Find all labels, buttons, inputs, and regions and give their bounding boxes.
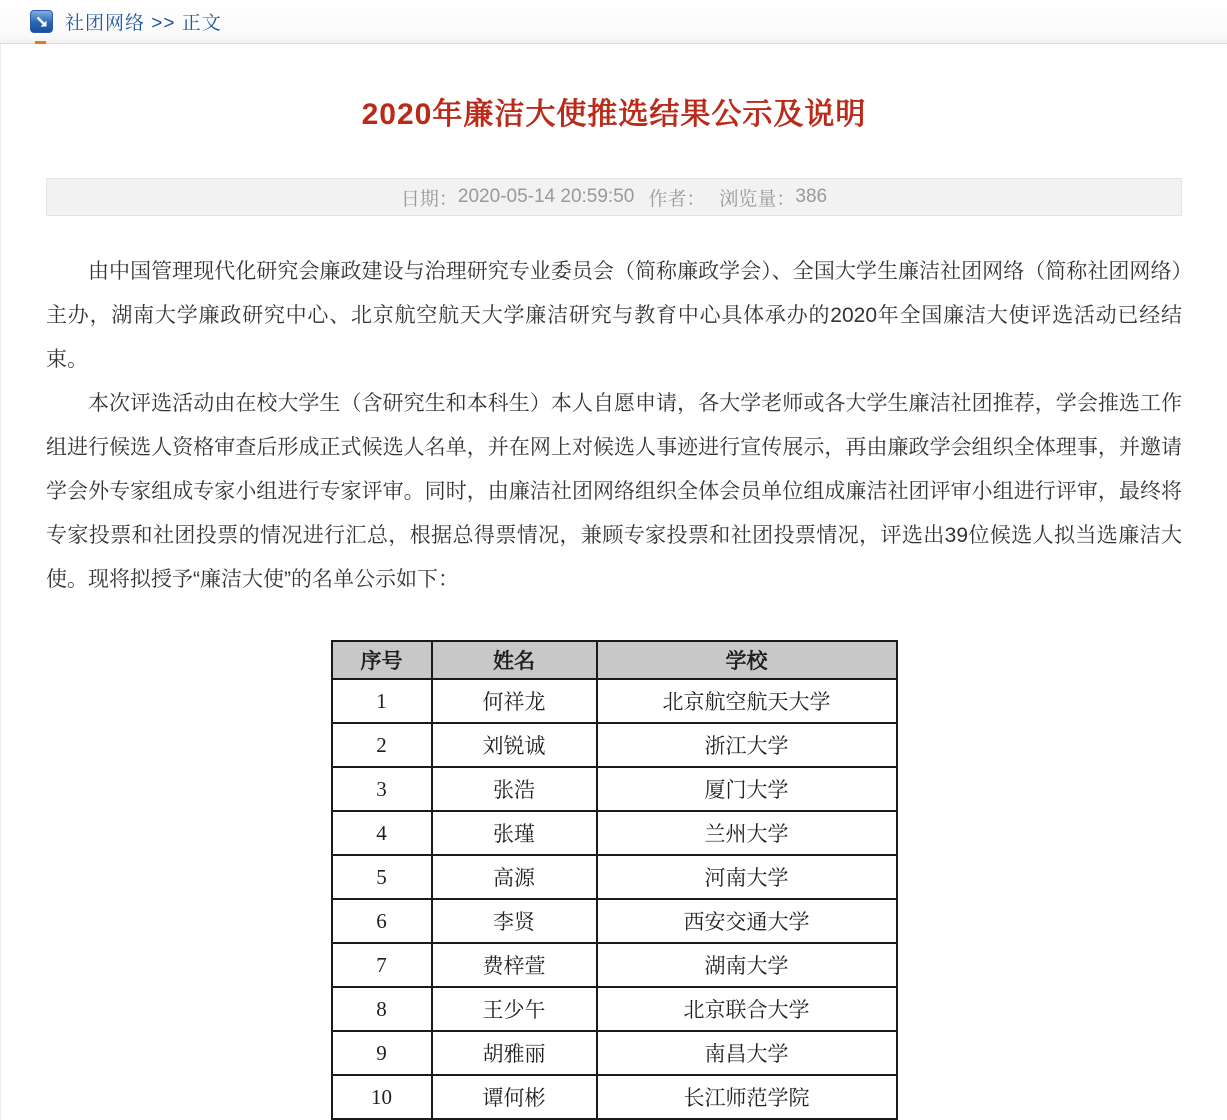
table-cell: 北京航空航天大学: [597, 679, 897, 723]
views-value: 386: [795, 186, 828, 207]
table-header-cell: 姓名: [432, 641, 597, 679]
table-row: [332, 855, 897, 899]
table-cell: 何祥龙: [432, 679, 597, 723]
table-row: [332, 811, 897, 855]
table-cell: 湖南大学: [597, 943, 897, 987]
table-cell: 浙江大学: [597, 723, 897, 767]
breadcrumb[interactable]: 社团网络 >> 正文: [65, 13, 222, 34]
table-row: [332, 1031, 897, 1075]
table-cell: 南昌大学: [597, 1031, 897, 1075]
article-container: [0, 44, 1227, 1120]
paragraph: 由中国管理现代化研究会廉政建设与治理研究专业委员会（简称廉政学会）、全国大学生廉洁社团网络（简称社团网络）主办，湖南大学廉政研究中心、北京航空航天大学廉洁研究与教育中心具体承办的2020年全国廉洁大使评选活动已经结束。: [46, 260, 1182, 371]
table-cell: 6: [332, 899, 432, 943]
table-cell: 王少午: [432, 987, 597, 1031]
table-row: [332, 1075, 897, 1119]
table-cell: 高源: [432, 855, 597, 899]
table-cell: 1: [332, 679, 432, 723]
table-cell: 长江师范学院: [597, 1075, 897, 1119]
table-row: [332, 899, 897, 943]
table-cell: 2: [332, 723, 432, 767]
views-label: 浏览量：: [719, 188, 796, 210]
author-label: 作者：: [648, 188, 706, 210]
table-header-cell: 学校: [597, 641, 897, 679]
table-row: [332, 987, 897, 1031]
page-title: 2020年廉洁大使推选结果公示及说明: [361, 98, 867, 131]
table-cell: 张瑾: [432, 811, 597, 855]
active-tab-indicator: [35, 41, 46, 44]
table-row: [332, 679, 897, 723]
table-header-cell: 序号: [332, 641, 432, 679]
table-cell: 3: [332, 767, 432, 811]
table-cell: 胡雅丽: [432, 1031, 597, 1075]
article-body: [46, 250, 1182, 602]
table-cell: 8: [332, 987, 432, 1031]
table-cell: 北京联合大学: [597, 987, 897, 1031]
table-cell: 西安交通大学: [597, 899, 897, 943]
breadcrumb-bar: [0, 0, 1227, 44]
table-cell: 9: [332, 1031, 432, 1075]
arrow-down-right-icon: [30, 10, 53, 33]
date-label: 日期：: [400, 188, 458, 210]
table-row: [332, 943, 897, 987]
table-row: [332, 767, 897, 811]
table-cell: 刘锐诚: [432, 723, 597, 767]
table-cell: 费梓萱: [432, 943, 597, 987]
paragraph: 本次评选活动由在校大学生（含研究生和本科生）本人自愿申请，各大学老师或各大学生廉洁社团推荐，学会推选工作组进行候选人资格审查后形成正式候选人名单，并在网上对候选人事迹进行宣传展示，再由廉政学会组织全体理事，并邀请学会外专家组成专家小组进行专家评审。同时，由廉洁社团网络组织全体会员单位组成廉洁社团评审小组进行评审，最终将专家投票和社团投票的情况进行汇总，根据总得票情况，兼顾专家投票和社团投票情况，评选出39位候选人拟当选廉洁大使。现将拟授予“廉洁大使”的名单公示如下：: [46, 392, 1182, 591]
table-cell: 兰州大学: [597, 811, 897, 855]
table-cell: 厦门大学: [597, 767, 897, 811]
table-cell: 谭何彬: [432, 1075, 597, 1119]
table-cell: 李贤: [432, 899, 597, 943]
table-cell: 5: [332, 855, 432, 899]
table-cell: 张浩: [432, 767, 597, 811]
table-cell: 4: [332, 811, 432, 855]
table-cell: 7: [332, 943, 432, 987]
table-header-row: [332, 641, 897, 679]
meta-bar: [46, 178, 1182, 216]
table-row: [332, 723, 897, 767]
table-cell: 10: [332, 1075, 432, 1119]
table-cell: 河南大学: [597, 855, 897, 899]
date-value: 2020-05-14 20:59:50: [457, 186, 635, 207]
results-table: [331, 640, 898, 1120]
